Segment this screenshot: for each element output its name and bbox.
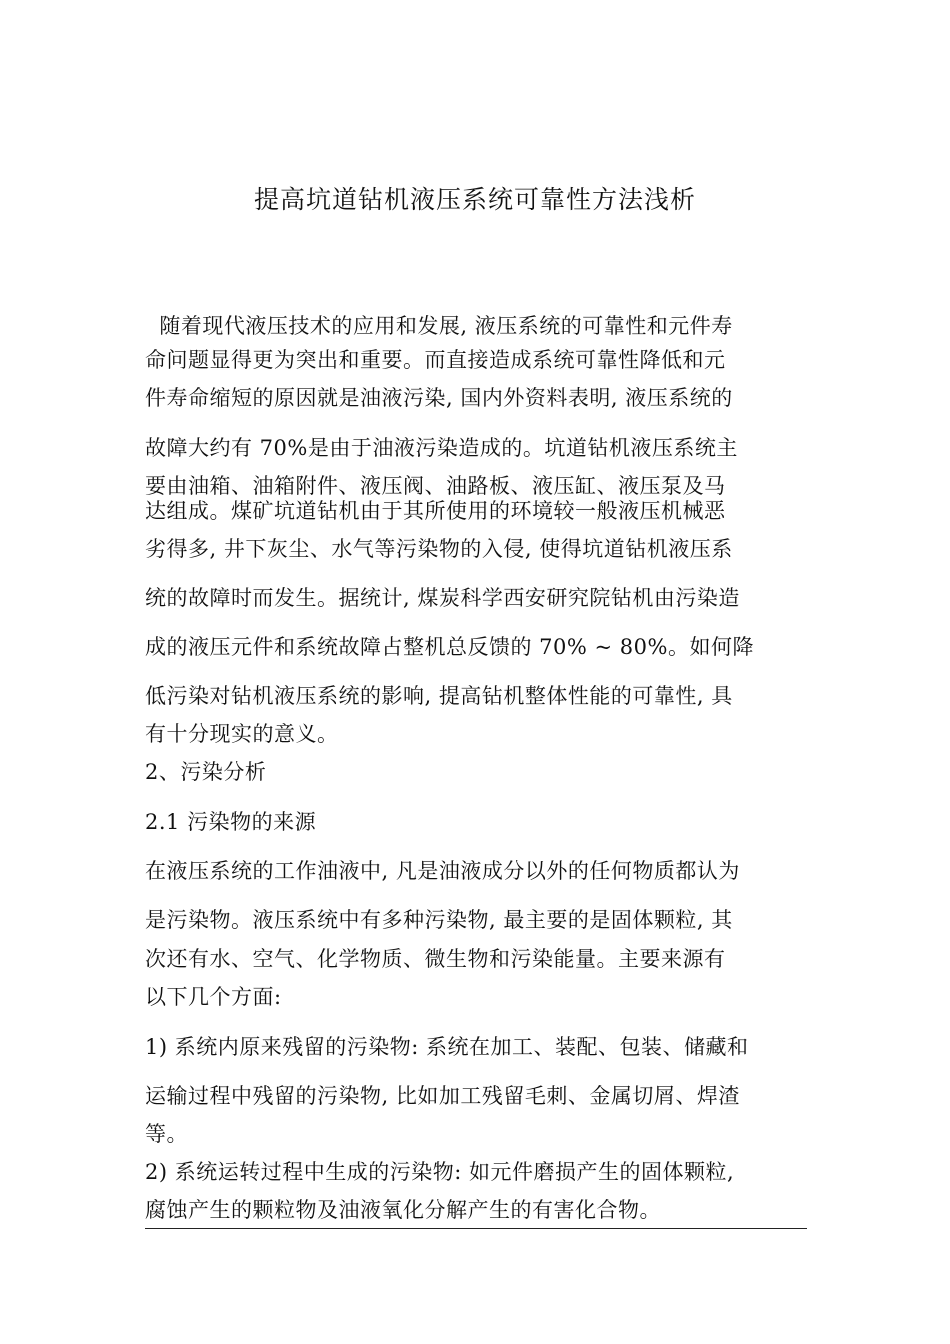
list-item: 2) 系统运转过程中生成的污染物: 如元件磨损产生的固体颗粒, (145, 1160, 735, 1184)
body-line: 次还有水、空气、化学物质、微生物和污染能量。主要来源有 (145, 947, 726, 971)
body-line: 有十分现实的意义。 (145, 722, 339, 746)
body-line: 是污染物。液压系统中有多种污染物, 最主要的是固体颗粒, 其 (145, 908, 733, 932)
body-line: 命问题显得更为突出和重要。而直接造成系统可靠性降低和元 (145, 348, 726, 372)
body-line: 要由油箱、油箱附件、液压阀、油路板、液压缸、液压泵及马 (145, 474, 726, 498)
body-line: 劣得多, 井下灰尘、水气等污染物的入侵, 使得坑道钻机液压系 (145, 537, 733, 561)
list-item-continuation: 运输过程中残留的污染物, 比如加工残留毛刺、金属切屑、焊渣 (145, 1084, 740, 1108)
section-heading: 2、污染分析 (145, 760, 267, 784)
list-item: 1) 系统内原来残留的污染物: 系统在加工、装配、包装、储藏和 (145, 1035, 749, 1059)
footnote-divider (145, 1228, 807, 1229)
body-line: 故障大约有 70%是由于油液污染造成的。坑道钻机液压系统主 (145, 436, 738, 460)
list-item-continuation: 等。 (145, 1122, 188, 1146)
subsection-heading: 2.1 污染物的来源 (145, 810, 317, 834)
list-item-continuation: 腐蚀产生的颗粒物及油液氧化分解产生的有害化合物。 (145, 1198, 661, 1222)
body-line: 以下几个方面: (145, 985, 282, 1009)
body-line: 统的故障时而发生。据统计, 煤炭科学西安研究院钻机由污染造 (145, 586, 740, 610)
body-line: 随着现代液压技术的应用和发展, 液压系统的可靠性和元件寿 (145, 314, 733, 338)
body-line: 达组成。煤矿坑道钻机由于其所使用的环境较一般液压机械恶 (145, 499, 726, 523)
body-line: 成的液压元件和系统故障占整机总反馈的 70% ~ 80%。如何降 (145, 635, 754, 659)
body-line: 件寿命缩短的原因就是油液污染, 国内外资料表明, 液压系统的 (145, 386, 733, 410)
body-line: 低污染对钻机液压系统的影响, 提高钻机整体性能的可靠性, 具 (145, 684, 733, 708)
body-line: 在液压系统的工作油液中, 凡是油液成分以外的任何物质都认为 (145, 859, 740, 883)
document-title: 提高坑道钻机液压系统可靠性方法浅析 (253, 185, 696, 214)
